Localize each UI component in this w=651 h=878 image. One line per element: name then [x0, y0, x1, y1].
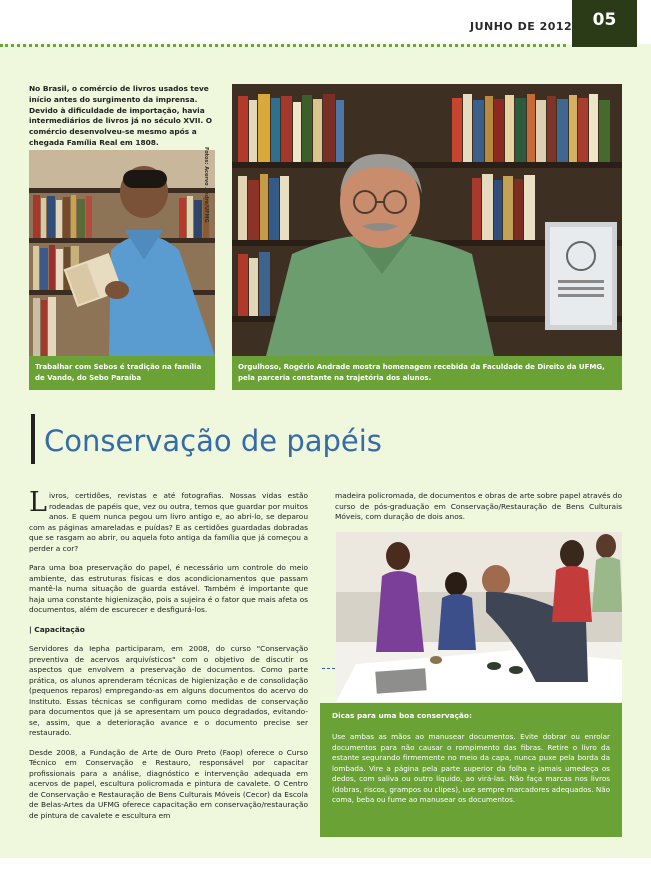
section-title-bar	[31, 414, 35, 464]
page-number: 05	[572, 0, 637, 47]
article-column-left	[29, 487, 308, 830]
drop-cap: L	[29, 487, 47, 518]
article-paragraph-4: Desde 2008, a Fundação de Arte de Ouro Preto (Faop) oferece o Curso Técnico em Conservação e Restauro, responsável por capacitar profissionais para a análise, diagnóstico e intervenção adequada em acervos de papel, escultura policromada e pintura de cavalete. O Centro de Conservação e Restauração de Bens Culturais Móveis (Cecor) da Escola de Belas-Artes da UFMG oferece capacitação em conservação/restauração de pintura de cavalete e escultura em	[29, 747, 308, 820]
left-photo-caption: Trabalhar com Sebos é tradição na família de Vando, do Sebo Paraíba	[29, 356, 215, 390]
photo-man-reading-illustration	[29, 150, 215, 356]
photo-conservation-workshop	[336, 532, 622, 702]
page-bottom-margin	[0, 858, 651, 878]
section-title: Conservação de papéis	[44, 424, 382, 458]
issue-date: JUNHO DE 2012	[470, 20, 573, 33]
photo-man-portrait	[232, 84, 622, 356]
tips-box	[320, 703, 622, 837]
article-paragraph-3: Servidores da Iepha participaram, em 2008, do curso "Conservação preventiva de acervos arquivísticos" com o objetivo de discutir os aspectos que envolvem a preservação de documentos. Como parte prática, os alunos aprenderam técnicas de higienização e de consolidação (pequenos reparos) empregando-as em alguns documentos do acervo do Instituto. Essas técnicas se configuram como medidas de conservação para documentos que já se apresentam um pouco degradados, evitando-se, assim, que a deterioração avance e o documento precise ser restaurado.	[29, 644, 308, 737]
tips-text: Use ambas as mãos ao manusear documentos. Evite dobrar ou enrolar documentos para não causar o rompimento das fibras. Retire o livro da estante segurando firmemente no meio da capa, nunca puxe pela borda da lombada. Vire a página pela parte superior da folha e jamais umedeça os dedos, com saliva ou outro líquido, ao virá-las. Não faça marcas nos livros (dobras, riscos, grampos ou clipes), use sempre marcadores adequados. Não coma, beba ou fume ao manusear os documentos.	[332, 732, 610, 804]
right-photo-caption: Orgulhoso, Rogério Andrade mostra homenagem recebida da Faculdade de Direito da UFMG, pela parceria constante na trajetória dos alunos.	[232, 356, 622, 390]
header-dotted-rule	[0, 44, 566, 47]
photo-workshop-illustration	[336, 532, 622, 702]
article-paragraph-2: Para uma boa preservação do papel, é necessário um controle do meio ambiente, das estruturas físicas e dos acondicionamentos que passam mantê-la numa situação de guarda estável. Também é importante que haja uma constante higienização, pois a sujeira é o fator que mais afeta os documentos, além de escurecer e desfigurá-los.	[29, 563, 308, 614]
article-paragraph-5: madeira policromada, de documentos e obras de arte sobre papel através do curso de pós-graduação em Conservação/Restauração de Bens Culturais Móveis, com duração de dois anos.	[335, 491, 622, 521]
article-column-right	[335, 491, 622, 532]
article-paragraph-1	[29, 487, 308, 554]
article-paragraph-1-text: ivros, certidões, revistas e até fotografias. Nossas vidas estão rodeadas de papéis que, vez ou outra, temos que guardar por muitos anos. E quem nunca pegou um livro antigo e, ao abri-lo, se deparou com as páginas amareladas e puídas? E as certidões guardadas dobradas que se rasgam ao abrir, ou aquela foto antiga da família que já começou a perder a cor?	[29, 491, 308, 553]
photo-man-portrait-illustration	[232, 84, 622, 356]
subhead-capacitacao: | Capacitação	[29, 624, 85, 634]
intro-text: No Brasil, o comércio de livros usados teve início antes do surgimento da imprensa. Devido à dificuldade de importação, havia intermediários de livros já no século XVII. O comércio desenvolveu-se mesmo após a chegada Família Real em 1808.	[29, 84, 213, 147]
tips-title: Dicas para uma boa conservação:	[332, 711, 472, 720]
photo-man-reading	[29, 150, 215, 356]
photo-credit: Fotos: Acervo Andre/UFMG	[203, 147, 209, 223]
